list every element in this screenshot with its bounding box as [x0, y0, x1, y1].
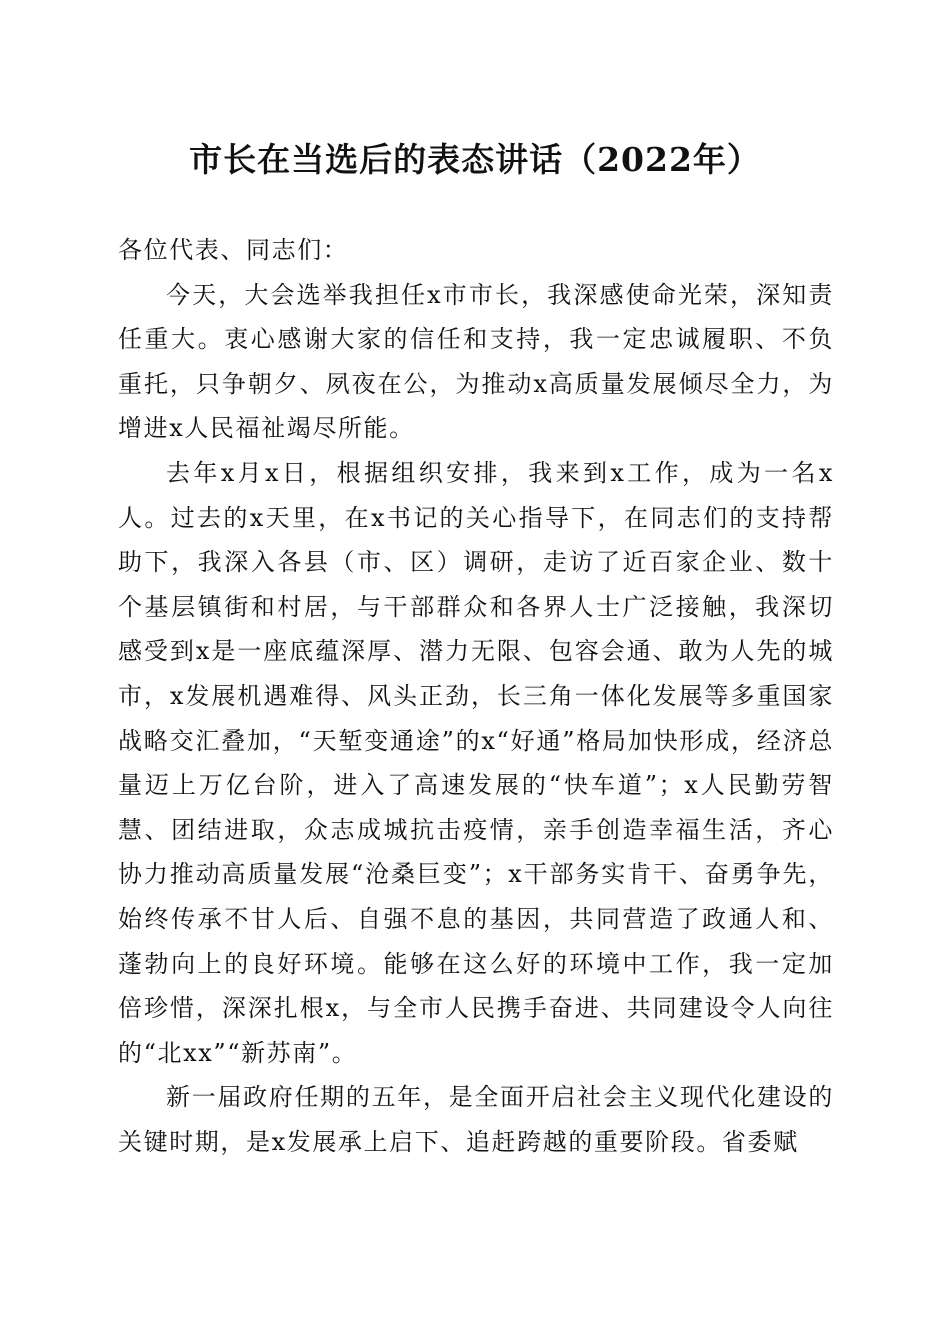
- paragraph: 今天，大会选举我担任x市市长，我深感使命光荣，深知责任重大。衷心感谢大家的信任和支持，我一定忠诚履职、不负重托，只争朝夕、夙夜在公，为推动x高质量发展倾尽全力，为增进x人民福祉竭尽所能。: [118, 280, 834, 443]
- paragraph: 新一届政府任期的五年，是全面开启社会主义现代化建设的关键时期，是x发展承上启下、追赶跨越的重要阶段。省委赋: [118, 1083, 834, 1156]
- paragraph: 去年x月x日，根据组织安排，我来到x工作，成为一名x人。过去的x天里，在x书记的关心指导下，在同志们的支持帮助下，我深入各县（市、区）调研，走访了近百家企业、数十个基层镇街和村居，与干部群众和各界人士广泛接触，我深切感受到x是一座底蕴深厚、潜力无限、包容会通、敢为人先的城市，x发展机遇难得、风头正劲，长三角一体化发展等多重国家战略交汇叠加，“天堑变通途”的x“好通”格局加快形成，经济总量迈上万亿台阶，进入了高速发展的“快车道”；x人民勤劳智慧、团结进取，众志成城抗击疫情，亲手创造幸福生活，齐心协力推动高质量发展“沧桑巨变”；x干部务实肯干、奋勇争先，始终传承不甘人后、自强不息的基因，共同营造了政通人和、蓬勃向上的良好环境。能够在这么好的环境中工作，我一定加倍珍惜，深深扎根x，与全市人民携手奋进、共同建设令人向往的“北xx”“新苏南”。: [118, 458, 834, 1067]
- document-body: [118, 228, 834, 1164]
- document-title: 市长在当选后的表态讲话（2022年）: [189, 140, 761, 179]
- salutation: 各位代表、同志们：: [118, 236, 349, 264]
